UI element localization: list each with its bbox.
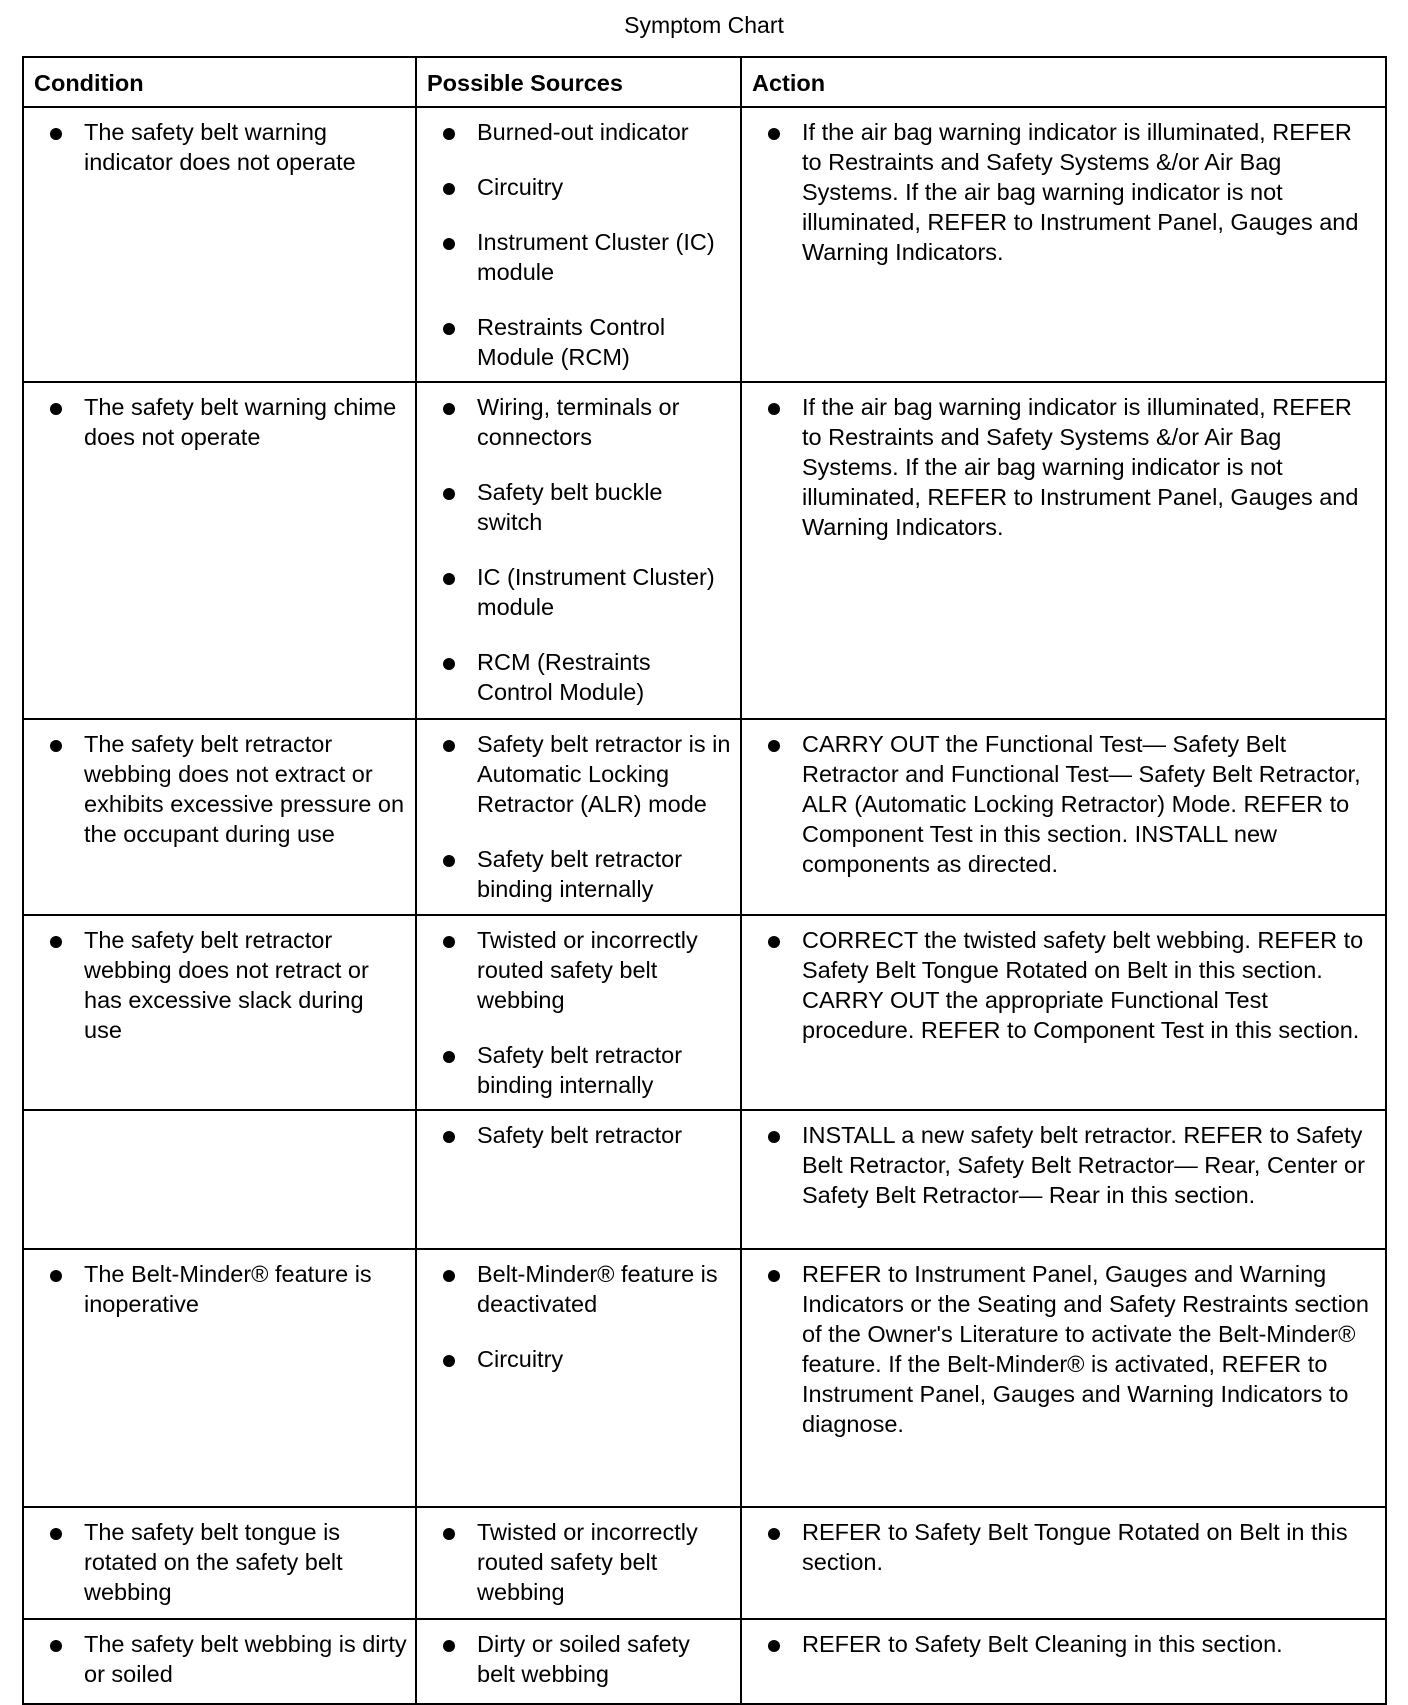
symptom-chart-table xyxy=(22,56,1387,1705)
source-item: Safety belt retractor binding internally xyxy=(439,1040,732,1100)
condition-cell xyxy=(23,719,416,915)
source-item: Safety belt retractor xyxy=(439,1120,732,1150)
action-cell xyxy=(741,1249,1386,1507)
condition-item: The safety belt tongue is rotated on the safety belt webbing xyxy=(46,1517,407,1607)
source-item: Belt-Minder® feature is deactivated xyxy=(439,1259,732,1319)
source-item: Safety belt retractor binding internally xyxy=(439,844,732,904)
source-item: Safety belt buckle switch xyxy=(439,477,732,537)
table-row xyxy=(23,1619,1386,1704)
condition-item: The Belt-Minder® feature is inoperative xyxy=(46,1259,407,1319)
source-item: Instrument Cluster (IC) module xyxy=(439,227,732,287)
action-cell xyxy=(741,719,1386,915)
action-item: REFER to Safety Belt Cleaning in this section. xyxy=(764,1629,1377,1659)
action-cell xyxy=(741,1110,1386,1249)
source-item: Twisted or incorrectly routed safety belt webbing xyxy=(439,1517,732,1607)
action-item: CARRY OUT the Functional Test— Safety Belt Retractor and Functional Test— Safety Belt Retractor, ALR (Automatic Locking Retractor) Mode. REFER to Component Test in this section. INSTALL new components as directed. xyxy=(764,729,1377,879)
condition-cell xyxy=(23,382,416,719)
action-item: CORRECT the twisted safety belt webbing. REFER to Safety Belt Tongue Rotated on Belt in this section. CARRY OUT the appropriate Functional Test procedure. REFER to Component Test in this section. xyxy=(764,925,1377,1045)
sources-cell xyxy=(416,107,741,382)
source-item: Restraints Control Module (RCM) xyxy=(439,312,732,372)
condition-cell xyxy=(23,1110,416,1249)
header-condition: Condition xyxy=(23,57,416,107)
chart-title: Symptom Chart xyxy=(624,12,784,38)
header-action: Action xyxy=(741,57,1386,107)
sources-cell xyxy=(416,1507,741,1619)
condition-cell xyxy=(23,1249,416,1507)
action-cell xyxy=(741,382,1386,719)
source-item: Circuitry xyxy=(439,1344,732,1374)
action-cell xyxy=(741,915,1386,1110)
action-item: REFER to Safety Belt Tongue Rotated on Belt in this section. xyxy=(764,1517,1377,1577)
condition-cell xyxy=(23,107,416,382)
condition-item: The safety belt warning chime does not operate xyxy=(46,392,407,452)
table-row xyxy=(23,1507,1386,1619)
sources-cell xyxy=(416,1110,741,1249)
source-item: RCM (Restraints Control Module) xyxy=(439,647,732,707)
source-item: Safety belt retractor is in Automatic Locking Retractor (ALR) mode xyxy=(439,729,732,819)
source-item: Burned-out indicator xyxy=(439,117,732,147)
table-row xyxy=(23,1110,1386,1249)
sources-cell xyxy=(416,1619,741,1704)
header-possible-sources: Possible Sources xyxy=(416,57,741,107)
source-item: Dirty or soiled safety belt webbing xyxy=(439,1629,732,1689)
condition-cell xyxy=(23,915,416,1110)
action-item: If the air bag warning indicator is illuminated, REFER to Restraints and Safety Systems &/or Air Bag Systems. If the air bag warning indicator is not illuminated, REFER to Instrument Panel, Gauges and Warning Indicators. xyxy=(764,117,1377,267)
source-item: Twisted or incorrectly routed safety belt webbing xyxy=(439,925,732,1015)
action-item: REFER to Instrument Panel, Gauges and Warning Indicators or the Seating and Safety Restraints section of the Owner's Literature to activate the Belt-Minder® feature. If the Belt-Minder® is activated, REFER to Instrument Panel, Gauges and Warning Indicators to diagnose. xyxy=(764,1259,1377,1439)
table-row xyxy=(23,915,1386,1110)
sources-cell xyxy=(416,1249,741,1507)
sources-cell xyxy=(416,719,741,915)
source-item: Circuitry xyxy=(439,172,732,202)
action-item: INSTALL a new safety belt retractor. REFER to Safety Belt Retractor, Safety Belt Retractor— Rear, Center or Safety Belt Retractor— Rear in this section. xyxy=(764,1120,1377,1210)
source-item: Wiring, terminals or connectors xyxy=(439,392,732,452)
condition-item: The safety belt webbing is dirty or soiled xyxy=(46,1629,407,1689)
condition-cell xyxy=(23,1507,416,1619)
sources-cell xyxy=(416,915,741,1110)
action-item: If the air bag warning indicator is illuminated, REFER to Restraints and Safety Systems &/or Air Bag Systems. If the air bag warning indicator is not illuminated, REFER to Instrument Panel, Gauges and Warning Indicators. xyxy=(764,392,1377,542)
action-cell xyxy=(741,1507,1386,1619)
condition-cell xyxy=(23,1619,416,1704)
condition-item: The safety belt retractor webbing does not retract or has excessive slack during use xyxy=(46,925,407,1045)
sources-cell xyxy=(416,382,741,719)
table-row xyxy=(23,719,1386,915)
action-cell xyxy=(741,1619,1386,1704)
condition-item: The safety belt warning indicator does not operate xyxy=(46,117,407,177)
table-row xyxy=(23,107,1386,382)
table-header-row xyxy=(23,57,1386,107)
table-row xyxy=(23,382,1386,719)
action-cell xyxy=(741,107,1386,382)
table-row xyxy=(23,1249,1386,1507)
source-item: IC (Instrument Cluster) module xyxy=(439,562,732,622)
condition-item: The safety belt retractor webbing does not extract or exhibits excessive pressure on the occupant during use xyxy=(46,729,407,849)
